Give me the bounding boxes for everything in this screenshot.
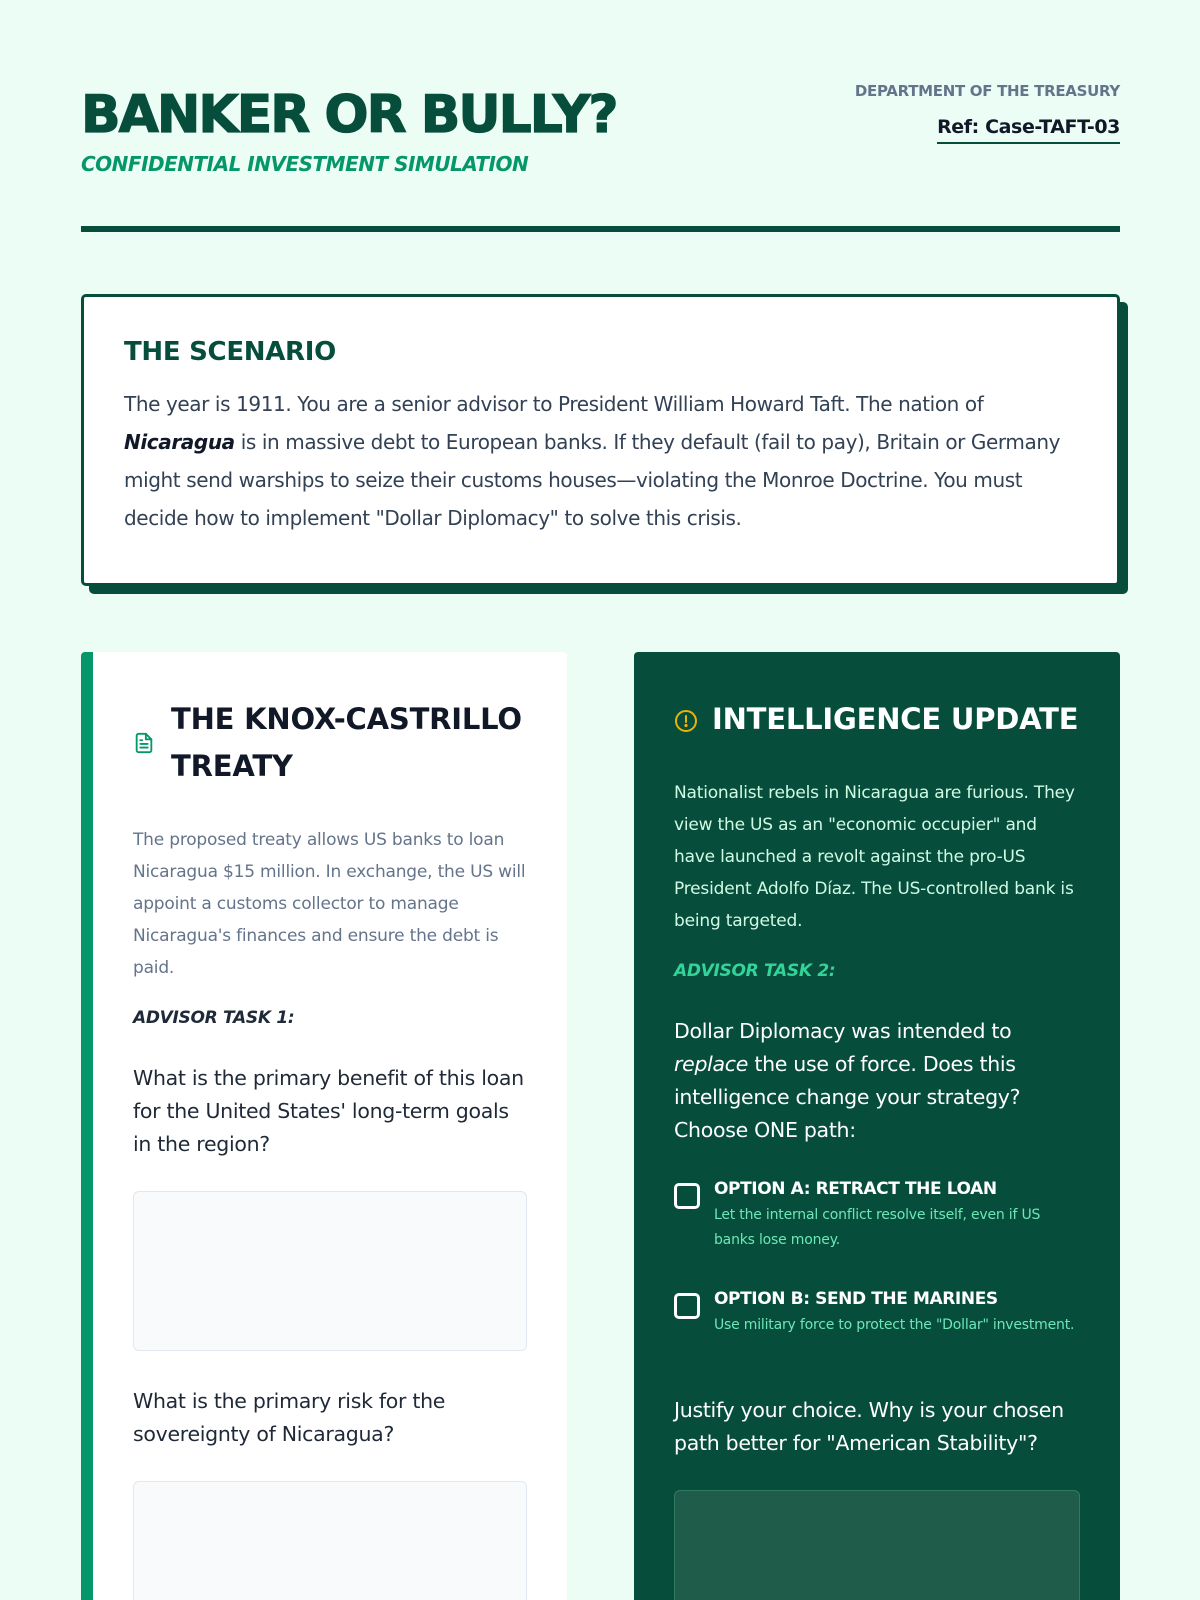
option-a-title: OPTION A: RETRACT THE LOAN [714, 1179, 997, 1199]
scenario-text [124, 385, 1077, 537]
treaty-heading: THE KNOX-CASTRILLO TREATY [171, 702, 522, 783]
scenario-text-end: is in massive debt to European banks. If they default (fail to pay), Britain or Germany might send warships to seize their customs houses—violating the Monroe Doctrine. You must decide how to implement "Dollar Diplomacy" to solve this crisis. [124, 430, 1061, 530]
task-1-question-benefit: What is the primary benefit of this loan for the United States' long-term goals in the region? [133, 1066, 524, 1156]
treaty-card-header [133, 696, 527, 790]
task-2-question [674, 1015, 1080, 1147]
intelligence-card [634, 652, 1120, 1600]
option-a-description: Let the internal conflict resolve itself, even if US banks lose money. [714, 1207, 1041, 1248]
task-1-question-risk: What is the primary risk for the sovereignty of Nicaragua? [133, 1389, 446, 1446]
treaty-description: The proposed treaty allows US banks to loan Nicaragua $15 million. In exchange, the US will appoint a customs collector to manage Nicaragua's finances and ensure the debt is paid. [133, 830, 526, 978]
option-b-description: Use military force to protect the "Dollar" investment. [714, 1317, 1075, 1333]
task-2-label: ADVISOR TASK 2: [674, 961, 836, 981]
risk-answer-textarea[interactable] [133, 1481, 527, 1600]
option-a[interactable] [674, 1179, 1080, 1253]
task-2-question-emphasis: replace [674, 1052, 749, 1076]
scenario-emphasis: Nicaragua [124, 430, 235, 454]
case-reference: Ref: Case-TAFT-03 [937, 116, 1120, 144]
benefit-answer-textarea[interactable] [133, 1191, 527, 1351]
scenario-heading: THE SCENARIO [124, 337, 336, 367]
option-a-checkbox[interactable] [674, 1183, 700, 1209]
page-header [81, 82, 1120, 232]
task-2-question-end: the use of force. Does this intelligence change your strategy? Choose ONE path: [674, 1052, 1021, 1142]
scenario-panel [81, 294, 1120, 586]
intelligence-card-header [674, 696, 1080, 743]
option-b[interactable] [674, 1289, 1080, 1338]
task-1-label: ADVISOR TASK 1: [133, 1008, 295, 1028]
department-label: DEPARTMENT OF THE TREASURY [854, 82, 1120, 100]
justify-answer-textarea[interactable] [674, 1490, 1080, 1600]
justify-question: Justify your choice. Why is your chosen path better for "American Stability"? [674, 1398, 1064, 1455]
option-b-title: OPTION B: SEND THE MARINES [714, 1289, 998, 1309]
intelligence-heading: INTELLIGENCE UPDATE [712, 702, 1079, 736]
page-subtitle: CONFIDENTIAL INVESTMENT SIMULATION [81, 152, 529, 176]
alert-circle-icon [674, 709, 696, 731]
option-b-checkbox[interactable] [674, 1293, 700, 1319]
document-icon [133, 732, 155, 754]
task-2-question-start: Dollar Diplomacy was intended to [674, 1019, 1012, 1043]
treaty-card [81, 652, 567, 1600]
page-title: BANKER OR BULLY? [81, 85, 617, 145]
scenario-text-start: The year is 1911. You are a senior advisor to President William Howard Taft. The nation of [124, 392, 984, 416]
intelligence-description: Nationalist rebels in Nicaragua are furious. They view the US as an "economic occupier" and have launched a revolt against the pro-US President Adolfo Díaz. The US-controlled bank is being targeted. [674, 783, 1075, 931]
